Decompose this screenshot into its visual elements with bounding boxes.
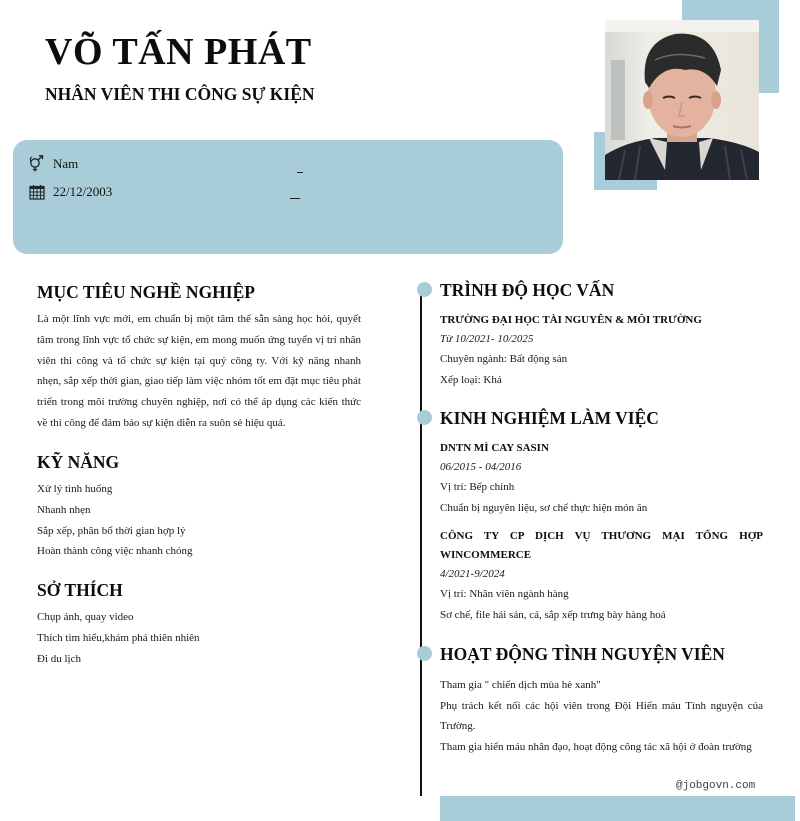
skill-item: Sắp xếp, phân bổ thời gian hợp lý xyxy=(37,524,186,537)
skill-item: Hoàn thành công việc nhanh chóng xyxy=(37,545,193,558)
profile-photo xyxy=(605,20,759,180)
skill-item: Nhanh nhẹn xyxy=(37,503,91,516)
job-dates: 06/2015 - 04/2016 xyxy=(440,461,522,473)
gender-value: Nam xyxy=(53,155,79,171)
hobby-item: Đi du lịch xyxy=(37,652,81,665)
career-objective-text: Là một lĩnh vực mới, em chuẩn bị một tâm thế sẵn sàng học hỏi, quyết tâm trong lĩnh vực tổ chức sự kiện, em mong muốn ứng tuyển vị trí nhân viên thi công và tổ chức sự kiện tại quý công ty. Với kỹ năng nhanh nhẹn, sắp xếp thời gian, giao tiếp làm việc nhóm tốt em đặt mục tiêu phát triển trong môi trường chuyên nghiệp, nơi có thể áp dụng các kiến thức về thi công để đảm bảo sự kiện diễn ra suôn sẻ hiệu quả. xyxy=(37,313,361,429)
birthday-value: 22/12/2003 xyxy=(53,183,113,199)
timeline-dot xyxy=(417,646,432,661)
school-name: TRƯỜNG ĐẠI HỌC TÀI NGUYÊN & MÔI TRƯỜNG xyxy=(440,314,702,326)
decorative-bottom-bar xyxy=(440,796,795,821)
personal-info-box xyxy=(13,140,563,254)
volunteer-item: Phụ trách kết nối các hội viên trong Đội Hiến máu Tình nguyện của Trường. xyxy=(440,699,763,732)
hobby-item: Thích tìm hiểu,khám phá thiên nhiên xyxy=(37,631,200,644)
volunteer-section xyxy=(440,644,763,757)
job-position: Vị trí: Bếp chính xyxy=(440,481,515,493)
timeline-line xyxy=(420,290,422,796)
job-position: Vị trí: Nhân viên ngành hàng xyxy=(440,588,569,600)
timeline-dot xyxy=(417,282,432,297)
education-dates: Từ 10/2021- 10/2025 xyxy=(440,333,534,345)
education-section xyxy=(440,280,763,390)
birthday-row xyxy=(28,183,112,200)
company-name: DNTN MÌ CAY SASIN xyxy=(440,442,549,454)
gender-icon xyxy=(28,155,45,172)
gender-row xyxy=(28,155,78,172)
hobby-item: Chụp ảnh, quay video xyxy=(37,611,134,623)
skills-section xyxy=(37,452,361,562)
empty-field-placeholder xyxy=(297,172,303,173)
watermark: @jobgovn.com xyxy=(676,780,756,792)
skill-item: Xử lý tình huống xyxy=(37,483,113,495)
empty-field-placeholder xyxy=(290,198,300,199)
calendar-icon xyxy=(28,183,45,200)
experience-item xyxy=(440,527,763,625)
section-title: SỞ THÍCH xyxy=(37,580,123,600)
job-title: NHÂN VIÊN THI CÔNG SỰ KIỆN xyxy=(45,84,315,104)
job-description: Sơ chế, file hải sản, cá, sắp xếp trưng bày hàng hoá xyxy=(440,608,666,621)
company-name: CÔNG TY CP DỊCH VỤ THƯƠNG MẠI TỔNG HỢP WINCOMMERCE xyxy=(440,530,763,561)
experience-section xyxy=(440,408,763,625)
career-objective-section xyxy=(37,282,361,434)
hobbies-section xyxy=(37,580,361,669)
section-title: MỤC TIÊU NGHỀ NGHIỆP xyxy=(37,282,255,302)
candidate-name: VÕ TẤN PHÁT xyxy=(45,31,312,73)
job-dates: 4/2021-9/2024 xyxy=(440,568,505,580)
job-description: Chuẩn bị nguyên liệu, sơ chế thực hiện món ăn xyxy=(440,501,648,514)
timeline-dot xyxy=(417,410,432,425)
section-title: HOẠT ĐỘNG TÌNH NGUYỆN VIÊN xyxy=(440,644,725,664)
section-title: TRÌNH ĐỘ HỌC VẤN xyxy=(440,280,615,300)
volunteer-item: Tham gia hiến máu nhân đạo, hoạt động công tác xã hội ở đoàn trường xyxy=(440,740,752,753)
education-major: Chuyên ngành: Bất động sản xyxy=(440,353,568,365)
experience-item xyxy=(440,439,763,518)
education-rank: Xếp loại: Khá xyxy=(440,373,502,386)
section-title: KỸ NĂNG xyxy=(37,452,120,472)
volunteer-item: Tham gia " chiến dịch mùa hè xanh" xyxy=(440,679,601,691)
section-title: KINH NGHIỆM LÀM VIỆC xyxy=(440,408,659,428)
